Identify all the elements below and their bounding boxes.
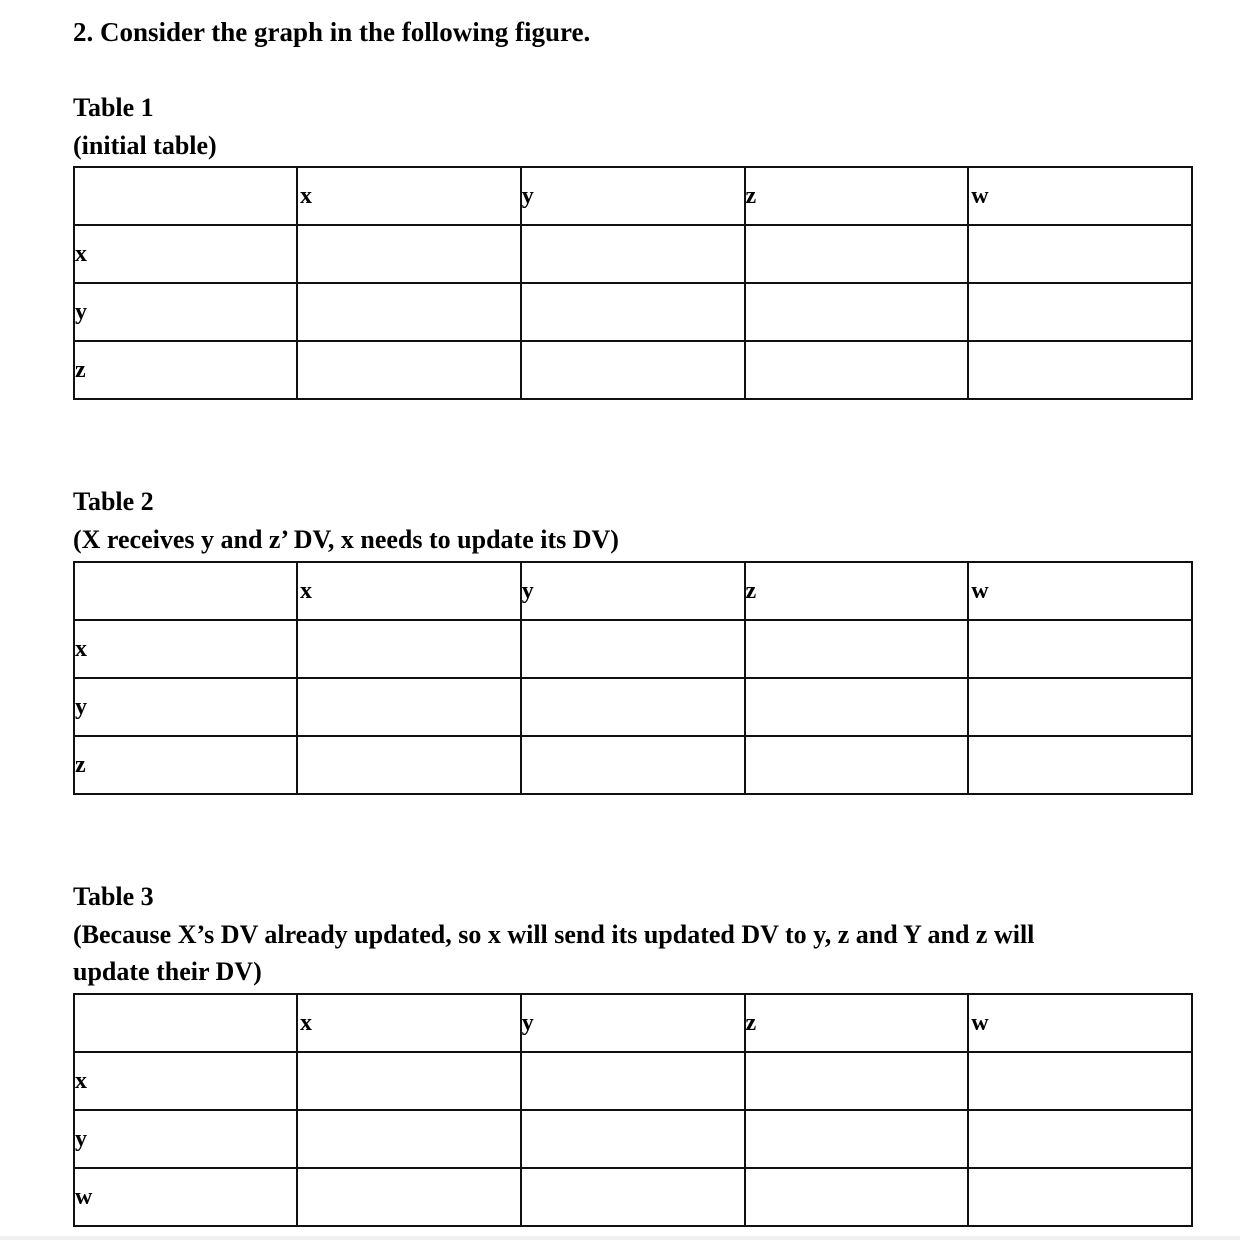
column-label: y	[521, 182, 534, 209]
column-header-z	[745, 167, 969, 225]
table-1-caption	[73, 89, 217, 165]
table-2-subtitle: (X receives y and z’ DV, x needs to update its DV)	[73, 525, 619, 554]
column-label: y	[521, 577, 534, 604]
table-cell[interactable]	[521, 736, 745, 794]
row-header-z: z	[74, 736, 297, 794]
table-2-title: Table 2	[73, 487, 154, 516]
table-header-row	[74, 994, 1192, 1052]
table-3-caption	[73, 878, 1034, 991]
table-3-subtitle-line-1: (Because X’s DV already updated, so x will send its updated DV to y, z and Y and z will	[73, 919, 1035, 949]
column-label: z	[745, 1009, 757, 1036]
table-3-subtitle-line-2: update their DV)	[73, 957, 262, 986]
table-cell[interactable]	[297, 225, 521, 283]
row-header-y: y	[74, 1110, 297, 1168]
table-row	[74, 1052, 1192, 1110]
table-header-row	[74, 562, 1192, 620]
table-cell[interactable]	[745, 620, 969, 678]
table-cell[interactable]	[745, 341, 969, 399]
table-3-title: Table 3	[73, 882, 154, 911]
table-row	[74, 1168, 1192, 1226]
column-header-x	[297, 562, 521, 620]
table-cell[interactable]	[745, 1168, 969, 1226]
table-cell[interactable]	[745, 1110, 969, 1168]
table-row	[74, 736, 1192, 794]
table-cell[interactable]	[968, 1168, 1192, 1226]
table-cell[interactable]	[968, 283, 1192, 341]
column-header-z	[745, 994, 969, 1052]
row-header-x: x	[74, 225, 297, 283]
table-cell[interactable]	[968, 341, 1192, 399]
table-cell[interactable]	[521, 1168, 745, 1226]
table-cell[interactable]	[521, 283, 745, 341]
row-header-y: y	[74, 678, 297, 736]
table-cell[interactable]	[745, 736, 969, 794]
table-cell[interactable]	[968, 736, 1192, 794]
column-header-y	[521, 167, 745, 225]
column-label: x	[300, 182, 312, 209]
corner-cell[interactable]	[74, 562, 297, 620]
table-cell[interactable]	[745, 225, 969, 283]
table-row	[74, 1110, 1192, 1168]
table-cell[interactable]	[521, 1110, 745, 1168]
column-label: z	[745, 182, 757, 209]
column-label: w	[971, 1009, 989, 1036]
table-cell[interactable]	[297, 283, 521, 341]
table-cell[interactable]	[297, 1110, 521, 1168]
table-cell[interactable]	[521, 1052, 745, 1110]
column-label: w	[971, 182, 989, 209]
table-cell[interactable]	[521, 225, 745, 283]
column-header-y	[521, 994, 745, 1052]
table-cell[interactable]	[745, 678, 969, 736]
table-cell[interactable]	[521, 341, 745, 399]
column-label: x	[300, 577, 312, 604]
row-header-x: x	[74, 620, 297, 678]
column-header-x	[297, 994, 521, 1052]
table-cell[interactable]	[521, 620, 745, 678]
table-row	[74, 341, 1192, 399]
table-cell[interactable]	[297, 678, 521, 736]
table-cell[interactable]	[968, 225, 1192, 283]
distance-vector-table-1	[73, 166, 1193, 400]
table-row	[74, 620, 1192, 678]
table-row	[74, 225, 1192, 283]
table-1-subtitle: (initial table)	[73, 131, 217, 160]
table-cell[interactable]	[297, 620, 521, 678]
column-label: x	[300, 1009, 312, 1036]
table-cell[interactable]	[297, 341, 521, 399]
corner-cell[interactable]	[74, 994, 297, 1052]
distance-vector-table-3	[73, 993, 1193, 1227]
table-cell[interactable]	[745, 283, 969, 341]
row-header-z: z	[74, 341, 297, 399]
column-header-w	[968, 167, 1192, 225]
row-header-x: x	[74, 1052, 297, 1110]
column-header-y	[521, 562, 745, 620]
table-cell[interactable]	[745, 1052, 969, 1110]
row-header-y: y	[74, 283, 297, 341]
table-cell[interactable]	[968, 1110, 1192, 1168]
question-text: 2. Consider the graph in the following figure.	[73, 17, 591, 47]
corner-cell[interactable]	[74, 167, 297, 225]
column-label: w	[971, 577, 989, 604]
table-header-row	[74, 167, 1192, 225]
table-cell[interactable]	[968, 1052, 1192, 1110]
column-header-w	[968, 994, 1192, 1052]
column-header-x	[297, 167, 521, 225]
row-header-w: w	[74, 1168, 297, 1226]
table-row	[74, 678, 1192, 736]
column-label: y	[521, 1009, 534, 1036]
table-row	[74, 283, 1192, 341]
page-bottom-edge	[0, 1236, 1240, 1240]
table-cell[interactable]	[968, 620, 1192, 678]
table-1-title: Table 1	[73, 93, 154, 122]
column-header-w	[968, 562, 1192, 620]
table-cell[interactable]	[297, 1168, 521, 1226]
column-label: z	[745, 577, 757, 604]
table-cell[interactable]	[968, 678, 1192, 736]
column-header-z	[745, 562, 969, 620]
table-cell[interactable]	[297, 736, 521, 794]
table-cell[interactable]	[297, 1052, 521, 1110]
distance-vector-table-2	[73, 561, 1193, 795]
table-2-caption	[73, 483, 619, 559]
table-cell[interactable]	[521, 678, 745, 736]
